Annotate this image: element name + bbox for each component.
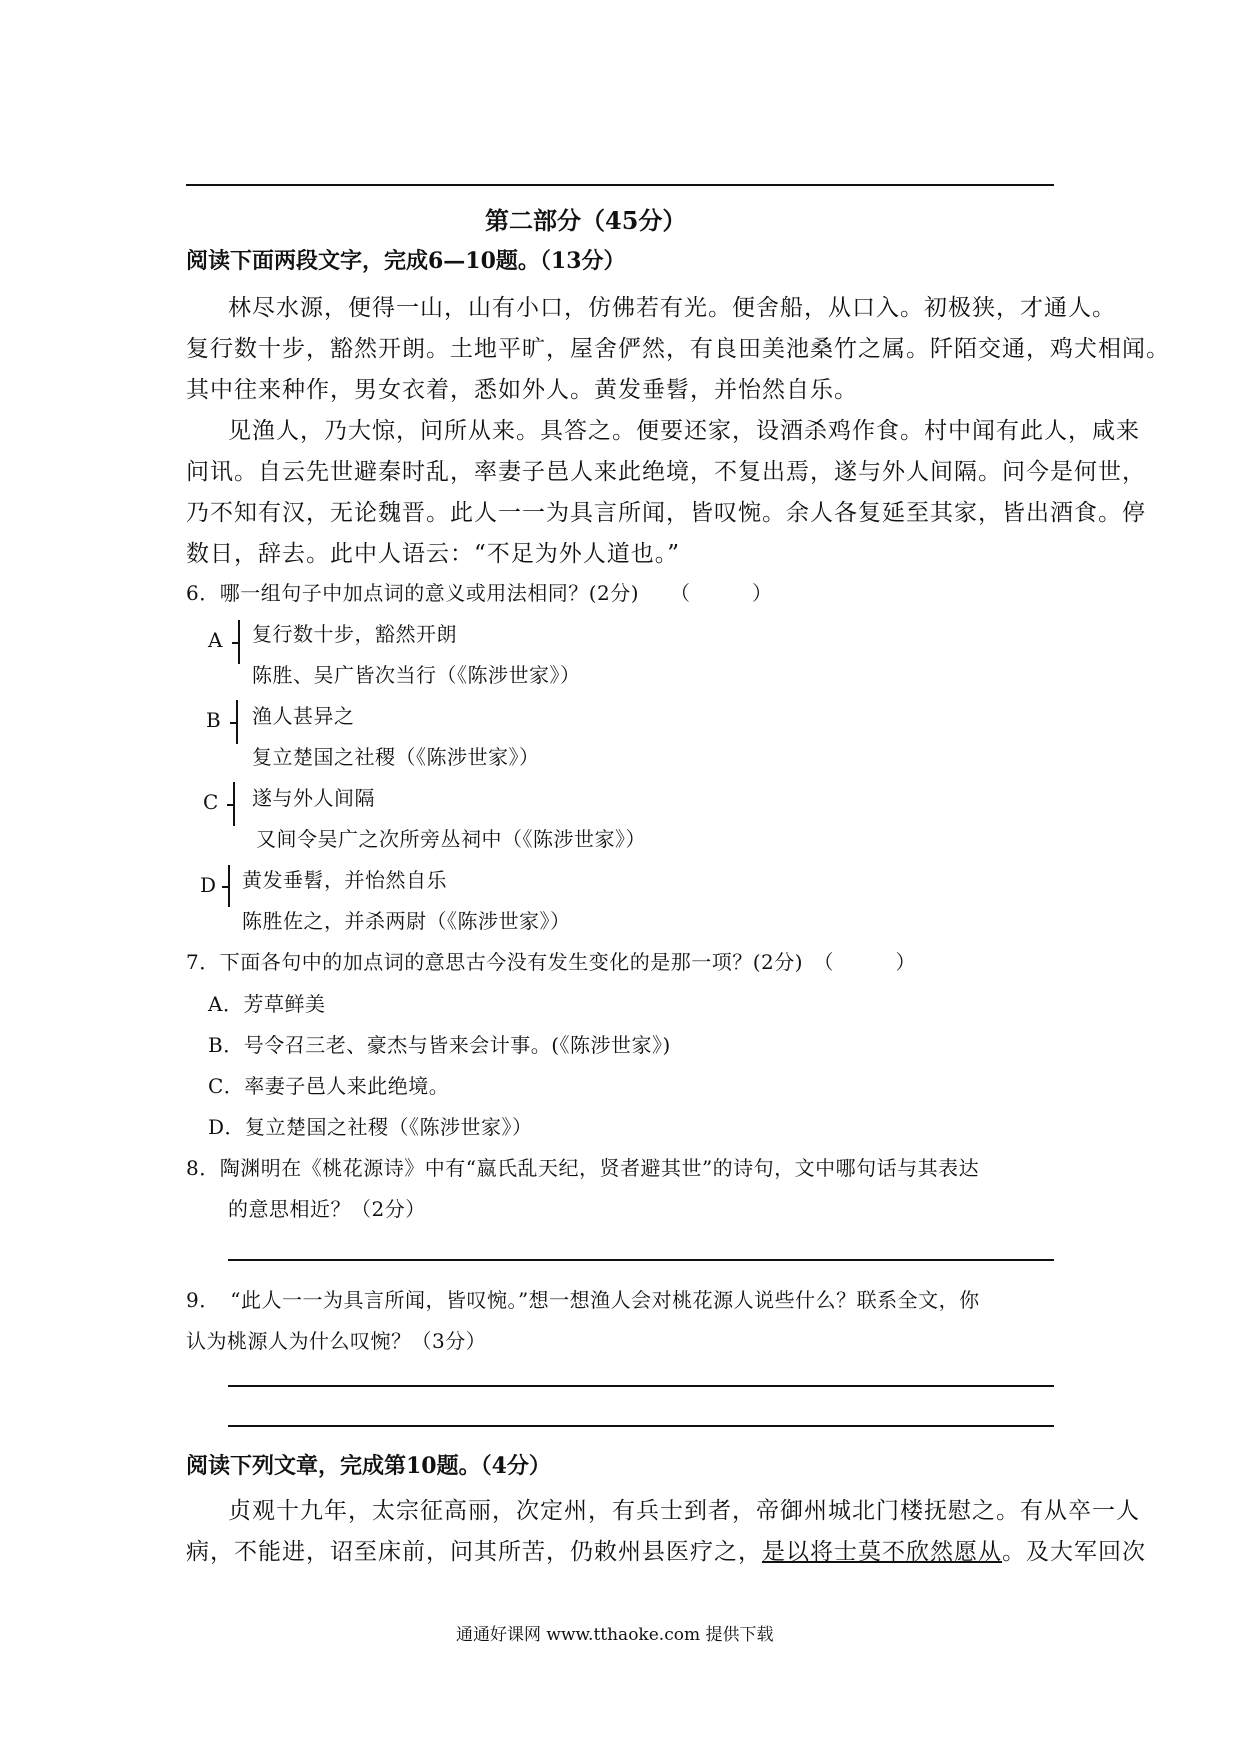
reading1-heading: 阅读下面两段文字，完成6—10题。（13分） — [186, 248, 626, 274]
brace-icon — [236, 700, 248, 744]
brace-icon — [233, 782, 245, 826]
q6-option-line: 陈胜、吴广皆次当行（《陈涉世家》） — [252, 663, 581, 687]
passage-line: 复行数十步，豁然开朗。土地平旷，屋舍俨然，有良田美池桑竹之属。阡陌交通，鸡犬相闻。 — [186, 336, 1170, 362]
q6-option-letter: C — [203, 790, 219, 814]
q7-option: D．复立楚国之社稷（《陈涉世家》） — [208, 1115, 533, 1139]
passage-text: 病，不能进，诏至床前，问其所苦，仍敕州县医疗之， — [186, 1539, 762, 1565]
q6-option-line: 渔人甚异之 — [252, 704, 355, 728]
q6-option-line: 复立楚国之社稷（《陈涉世家》） — [252, 745, 540, 769]
section-title: 第二部分（45分） — [485, 206, 687, 235]
answer-line-q8[interactable] — [228, 1259, 1054, 1261]
passage-line: 林尽水源，便得一山，山有小口，仿佛若有光。便舍船，从口入。初极狭，才通人。 — [228, 295, 1116, 321]
q6-option-letter: D — [200, 873, 217, 897]
q6-option-line: 又间令吴广之次所旁丛祠中（《陈涉世家》） — [256, 827, 646, 851]
q7-option: B．号令召三老、豪杰与皆来会计事。(《陈涉世家》) — [208, 1033, 671, 1057]
q9-line: 9． “此人一一为具言所闻，皆叹惋。”想一想渔人会对桃花源人说些什么？联系全文，你 — [186, 1288, 980, 1312]
passage-line: 其中往来种作，男女衣着，悉如外人。黄发垂髫，并怡然自乐。 — [186, 377, 858, 403]
answer-line-q9[interactable] — [228, 1425, 1054, 1427]
answer-line-q9[interactable] — [228, 1385, 1054, 1387]
passage-line: 见渔人，乃大惊，问所从来。具答之。便要还家，设酒杀鸡作食。村中闻有此人，咸来 — [228, 418, 1140, 444]
q6-stem: 6．哪一组句子中加点词的意义或用法相同？(2分) （ ） — [186, 581, 773, 605]
q6-option-letter: B — [206, 708, 221, 732]
q8-line: 的意思相近？（2分） — [228, 1197, 426, 1221]
q6-option-line: 复行数十步，豁然开朗 — [252, 622, 457, 646]
q6-option-line: 黄发垂髫，并怡然自乐 — [242, 868, 447, 892]
passage-text: 。及大军回次 — [1002, 1539, 1146, 1565]
q7-option: C．率妻子邑人来此绝境。 — [208, 1074, 450, 1098]
top-rule — [186, 184, 1054, 186]
brace-icon — [228, 865, 240, 907]
passage-line: 问讯。自云先世避秦时乱，率妻子邑人来此绝境，不复出焉，遂与外人间隔。问今是何世， — [186, 459, 1146, 485]
q6-option-line: 遂与外人间隔 — [252, 786, 375, 810]
underlined-sentence: 是以将士莫不欣然愿从 — [762, 1539, 1002, 1565]
reading2-heading: 阅读下列文章，完成第10题。（4分） — [186, 1453, 551, 1479]
q6-option-letter: A — [208, 628, 223, 652]
passage-line: 乃不知有汉，无论魏晋。此人一一为具言所闻，皆叹惋。余人各复延至其家，皆出酒食。停 — [186, 500, 1146, 526]
q7-option: A．芳草鲜美 — [208, 992, 326, 1016]
page-footer: 通通好课网 www.tthaoke.com 提供下载 — [456, 1625, 774, 1645]
passage-line: 数日，辞去。此中人语云：“不足为外人道也。” — [186, 541, 681, 567]
q7-stem: 7．下面各句中的加点词的意思古今没有发生变化的是那一项？(2分) （ ） — [186, 950, 917, 974]
brace-icon — [238, 620, 250, 664]
passage-line: 贞观十九年，太宗征高丽，次定州，有兵士到者，帝御州城北门楼抚慰之。有从卒一人 — [228, 1498, 1140, 1524]
q6-option-line: 陈胜佐之，并杀两尉（《陈涉世家》） — [242, 909, 571, 933]
passage-line — [186, 1533, 1146, 1566]
q8-line: 8．陶渊明在《桃花源诗》中有“嬴氏乱天纪，贤者避其世”的诗句，文中哪句话与其表达 — [186, 1156, 980, 1180]
q9-line: 认为桃源人为什么叹惋？（3分） — [186, 1329, 487, 1353]
